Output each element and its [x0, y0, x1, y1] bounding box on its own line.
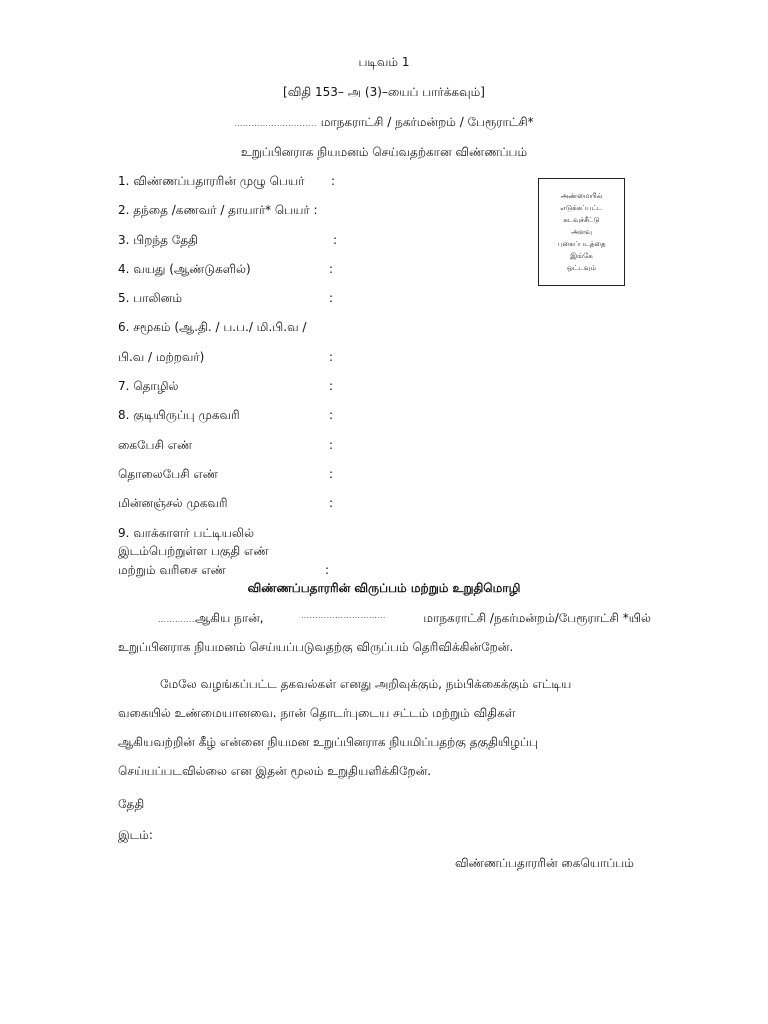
field-voter-label-line1: 9. வாக்காளர் பட்டியலில்: [118, 526, 255, 540]
declaration-p1-text1: ஆகிய நான்,: [195, 611, 264, 625]
local-body-blank: ………………………..: [234, 119, 317, 128]
form-title: உறுப்பினராக நியமனம் செய்வதற்கான விண்ணப்பம்: [240, 145, 528, 159]
declaration-p2-line3: ஆகியவற்றின் கீழ் என்னை நியமன உறுப்பினராக நியமிப்பதற்கு தகுதியிழப்பு: [118, 735, 538, 749]
signature-label: விண்ணப்பதாரரின் கையொப்பம்: [455, 856, 634, 870]
field-occupation-label: 7. தொழில்: [118, 379, 179, 393]
field-age-label: 4. வயது (ஆண்டுகளில்): [118, 262, 251, 276]
declaration-title: விண்ணப்பதாரரின் விருப்பம் மற்றும் உறுதிமொழி: [247, 581, 521, 595]
field-address-colon: :: [329, 408, 334, 422]
declaration-p2-line2: வகையில் உண்மையானவை. நான் தொடர்புடைய சட்டம் மற்றும் விதிகள்: [118, 706, 516, 720]
field-parent-name-label: 2. தந்தை /கணவர் / தாயார்* பெயர் :: [118, 203, 318, 217]
declaration-p2-line1: மேலே வழங்கப்பட்ட தகவல்கள் எனது அறிவுக்கும், நம்பிக்கைக்கும் எட்டிய: [160, 677, 572, 691]
form-number: படிவம் 1: [358, 55, 410, 69]
field-mobile-label: கைபேசி எண்: [118, 438, 193, 452]
field-voter-label-line3: மற்றும் வரிசை எண்: [118, 563, 226, 577]
field-dob-label: 3. பிறந்த தேதி: [118, 233, 198, 247]
declaration-p1-text2: மாநகராட்சி /நகர்மன்றம்/பேரூராட்சி *யில்: [423, 611, 651, 625]
field-address-label: 8. குடியிருப்பு முகவரி: [118, 408, 240, 422]
date-label: தேதி: [118, 797, 145, 811]
local-body-line: [0, 115, 768, 131]
field-phone-label: தொலைபேசி எண்: [118, 467, 219, 481]
field-gender-colon: :: [329, 291, 334, 305]
declaration-p1-line1: [118, 611, 651, 627]
field-community-colon: :: [329, 350, 334, 364]
field-email-colon: :: [329, 496, 334, 510]
field-gender-label: 5. பாலினம்: [118, 291, 182, 305]
field-phone-colon: :: [329, 467, 334, 481]
photo-instruction: அண்மையில் எடுக்கப்பட்ட கடவுச்சீட்டு அளவு புகைப்படத்தை இங்கே ஒட்டவும்: [557, 192, 606, 272]
place-label: இடம்:: [118, 828, 153, 842]
local-body-name: மாநகராட்சி / நகர்மன்றம் / பேரூராட்சி*: [320, 115, 534, 129]
photo-box: [538, 178, 625, 286]
applicant-name-blank: ………….: [158, 615, 196, 624]
declaration-p1-line2: உறுப்பினராக நியமனம் செய்யப்படுவதற்கு விருப்பம் தெரிவிக்கின்றேன்.: [118, 640, 514, 654]
field-voter-colon: :: [325, 563, 330, 577]
field-dob-colon: :: [333, 233, 338, 247]
field-full-name-label: 1. விண்ணப்பதாரரின் முழு பெயர்: [118, 174, 305, 188]
field-email-label: மின்னஞ்சல் முகவரி: [118, 496, 228, 510]
rule-reference: [விதி 153– அ (3)–யைப் பார்க்கவும்]: [283, 85, 485, 99]
field-occupation-colon: :: [329, 379, 334, 393]
field-community-label-line1: 6. சமூகம் (ஆ.தி. / ப.ப./ மி.பி.வ /: [118, 320, 307, 334]
field-age-colon: :: [329, 262, 334, 276]
field-mobile-colon: :: [329, 438, 334, 452]
field-community-label-line2: பி.வ / மற்றவர்): [118, 350, 205, 364]
declaration-p2-line4: செய்யப்படவில்லை என இதன் மூலம் உறுதியளிக்கிறேன்.: [118, 764, 432, 778]
local-body-name-blank: …………………………: [300, 611, 386, 620]
field-full-name-colon: :: [331, 174, 336, 188]
field-voter-label-line2: இடம்பெற்றுள்ள பகுதி எண்: [118, 544, 269, 558]
